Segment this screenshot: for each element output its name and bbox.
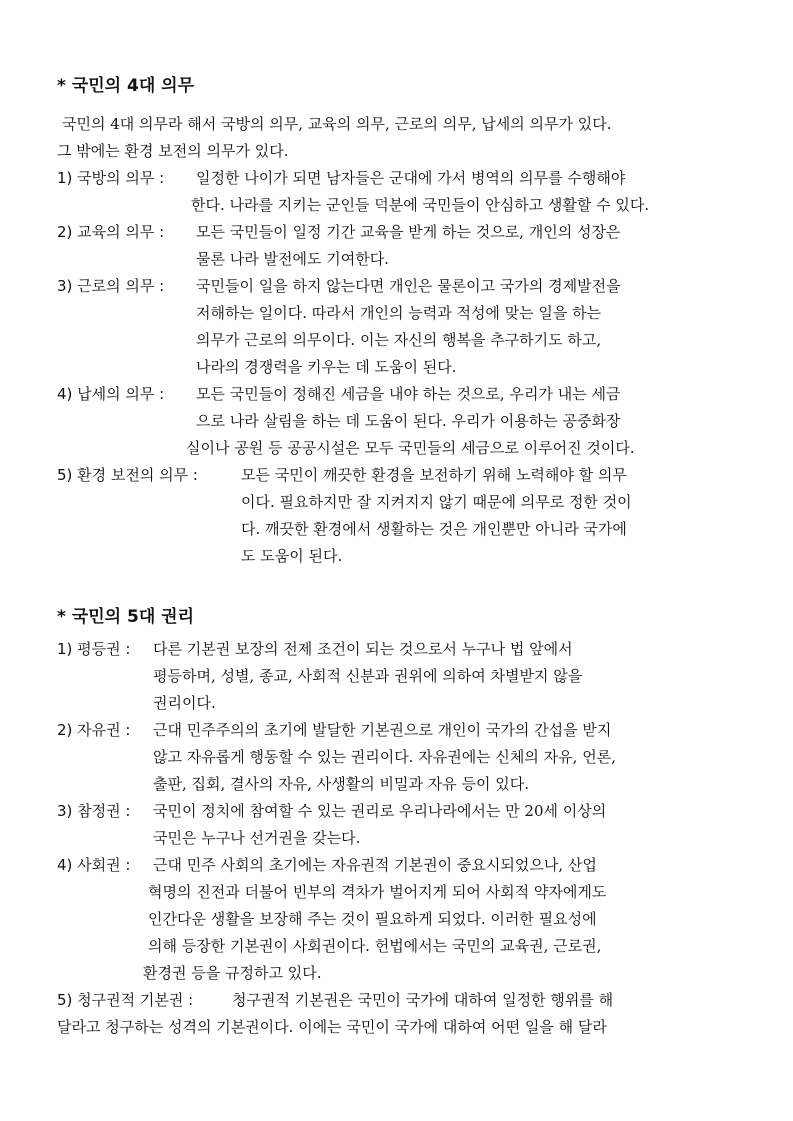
right-label-political: 3) 참정권 : [57, 802, 131, 820]
duty-text-line: 모든 국민이 깨끗한 환경을 보전하기 위해 노력해야 할 의무 [241, 466, 627, 484]
right-label-liberty: 2) 자유권 : [57, 721, 131, 739]
right-text-line: 평등하며, 성별, 종교, 사회적 신분과 권위에 의하여 차별받지 않을 [153, 667, 583, 685]
duty-text-line: 모든 국민들이 정해진 세금을 내야 하는 것으로, 우리가 내는 세금 [196, 385, 621, 403]
duty-text-line: 도 도움이 된다. [241, 547, 343, 565]
right-text-line: 국민은 누구나 선거권을 갖는다. [153, 829, 361, 847]
duties-heading: * 국민의 4대 의무 [57, 76, 195, 96]
duty-text-line: 이다. 필요하지만 잘 지켜지지 않기 때문에 의무로 정한 것이 [241, 493, 632, 511]
right-text-line: 근대 민주주의의 초기에 발달한 기본권으로 개인이 국가의 간섭을 받지 [153, 721, 612, 739]
duty-text-line: 의무가 근로의 의무이다. 이는 자신의 행복을 추구하기도 하고, [196, 331, 602, 349]
duty-text-line: 나라의 경쟁력을 키우는 데 도움이 된다. [196, 358, 457, 376]
duty-text-line: 국민들이 일을 하지 않는다면 개인은 물론이고 국가의 경제발전을 [196, 277, 621, 295]
right-text-line: 권리이다. [153, 694, 216, 712]
right-text-line: 출판, 집회, 결사의 자유, 사생활의 비밀과 자유 등이 있다. [153, 775, 529, 793]
duty-text-line: 으로 나라 살림을 하는 데 도움이 된다. 우리가 이용하는 공중화장 [196, 412, 621, 430]
right-text-line: 다른 기본권 보장의 전제 조건이 되는 것으로서 누구나 법 앞에서 [153, 640, 573, 658]
right-text-line: 않고 자유롭게 행동할 수 있는 권리이다. 자유권에는 신체의 자유, 언론, [153, 748, 616, 766]
duties-intro-line: 국민의 4대 의무라 해서 국방의 의무, 교육의 의무, 근로의 의무, 납세의 의무가 있다. [62, 115, 612, 133]
duty-text-line: 실이나 공원 등 공공시설은 모두 국민들의 세금으로 이루어진 것이다. [186, 439, 635, 457]
right-text-line: 달라고 청구하는 성격의 기본권이다. 이에는 국민이 국가에 대하여 어떤 일을 해 달라 [57, 1018, 607, 1036]
duty-label-education: 2) 교육의 의무 : [57, 223, 165, 241]
right-text-line: 환경권 등을 규정하고 있다. [143, 964, 322, 982]
right-label-petition: 5) 청구권적 기본권 : [57, 991, 194, 1009]
right-text-line: 근대 민주 사회의 초기에는 자유권적 기본권이 중요시되었으나, 산업 [153, 856, 597, 874]
rights-heading: * 국민의 5대 권리 [57, 607, 195, 627]
right-label-social: 4) 사회권 : [57, 856, 131, 874]
right-text-line: 의해 등장한 기본권이 사회권이다. 헌법에서는 국민의 교육권, 근로권, [148, 937, 602, 955]
duty-text-line: 일정한 나이가 되면 남자들은 군대에 가서 병역의 의무를 수행해야 [196, 169, 626, 187]
right-text-line: 청구권적 기본권은 국민이 국가에 대하여 일정한 행위를 해 [232, 991, 614, 1009]
duty-label-tax: 4) 납세의 의무 : [57, 385, 165, 403]
duty-text-line: 저해하는 일이다. 따라서 개인의 능력과 적성에 맞는 일을 하는 [196, 304, 602, 322]
duty-text-line: 모든 국민들이 일정 기간 교육을 받게 하는 것으로, 개인의 성장은 [196, 223, 621, 241]
duties-intro-line: 그 밖에는 환경 보전의 의무가 있다. [57, 142, 289, 160]
right-text-line: 국민이 정치에 참여할 수 있는 권리로 우리나라에서는 만 20세 이상의 [153, 802, 607, 820]
duty-label-defense: 1) 국방의 의무 : [57, 169, 165, 187]
right-label-equality: 1) 평등권 : [57, 640, 131, 658]
duty-text-line: 물론 나라 발전에도 기여한다. [196, 250, 389, 268]
right-text-line: 인간다운 생활을 보장해 주는 것이 필요하게 되었다. 이러한 필요성에 [148, 910, 597, 928]
duty-text-line: 다. 깨끗한 환경에서 생활하는 것은 개인뿐만 아니라 국가에 [241, 520, 627, 538]
duty-text-line: 한다. 나라를 지키는 군인들 덕분에 국민들이 안심하고 생활할 수 있다. [191, 196, 650, 214]
duty-label-environment: 5) 환경 보전의 의무 : [57, 466, 198, 484]
right-text-line: 혁명의 진전과 더불어 빈부의 격차가 벌어지게 되어 사회적 약자에게도 [148, 883, 607, 901]
duty-label-labor: 3) 근로의 의무 : [57, 277, 165, 295]
